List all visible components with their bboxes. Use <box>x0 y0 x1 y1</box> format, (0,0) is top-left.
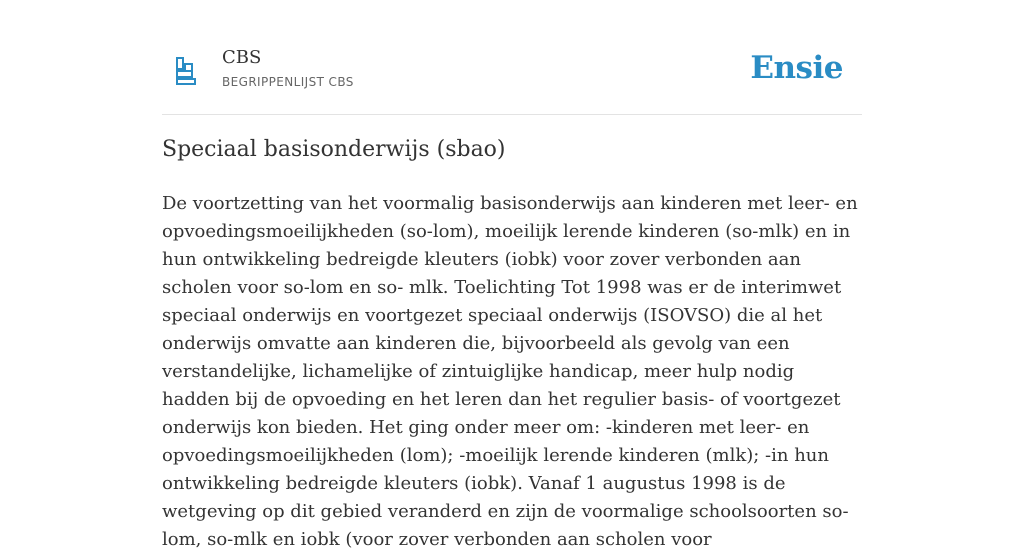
brand-logo-link[interactable]: Ensie <box>750 50 843 86</box>
source-subtitle: BEGRIPPENLIJST CBS <box>222 75 354 89</box>
entry-title: Speciaal basisonderwijs (sbao) <box>162 137 506 162</box>
source-name-link[interactable]: CBS <box>222 47 262 68</box>
page-header <box>162 38 862 115</box>
cbs-logo-icon <box>174 56 198 86</box>
entry-definition: De voortzetting van het voormalig basisonderwijs aan kinderen met leer- en opvoedingsmoeilijkheden (so-lom), moeilijk lerende kinderen (so-mlk) en in hun ontwikkeling bedreigde kleuters (iobk) voor zover verbonden aan scholen voor so-lom en so- mlk. Toelichting Tot 1998 was er de interimwet speciaal onderwijs en voortgezet speciaal onderwijs (ISOVSO) die al het onderwijs omvatte aan kinderen die, bijvoorbeeld als gevolg van een verstandelijke, lichamelijke of zintuiglijke handicap, meer hulp nodig hadden bij de opvoeding en het leren dan het regulier basis- of voortgezet onderwijs kon bieden. Het ging onder meer om: -kinderen met leer- en opvoedingsmoeilijkheden (lom); -moeilijk lerende kinderen (mlk); -in hun ontwikkeling bedreigde kleuters (iobk). Vanaf 1 augustus 1998 is de wetgeving op dit gebied veranderd en zijn de voormalige schoolsoorten so-lom, so-mlk en iobk (voor zover verbonden aan scholen voor <box>162 193 858 550</box>
